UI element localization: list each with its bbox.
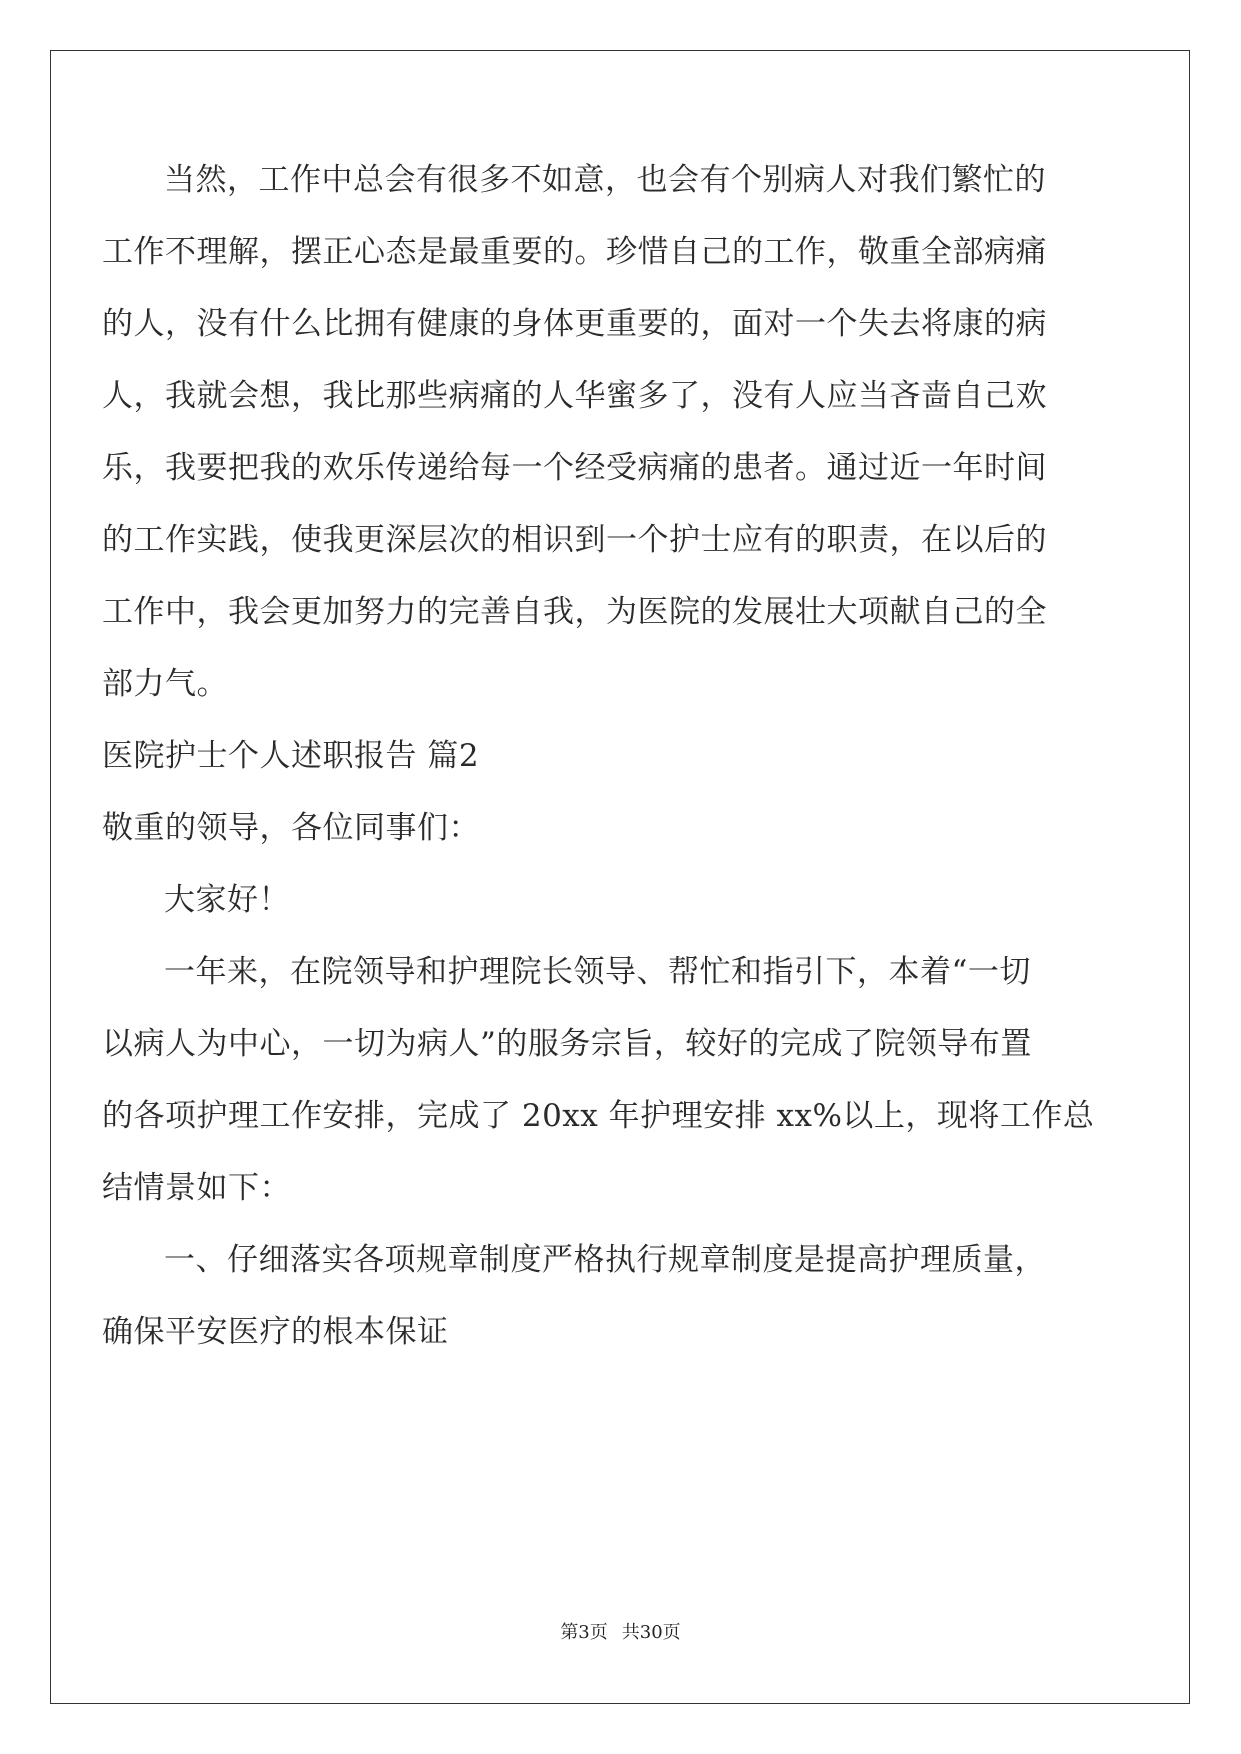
paragraph-line: 的各项护理工作安排，完成了 20xx 年护理安排 xx%以上，现将工作总 xyxy=(102,1098,1095,1134)
page-border xyxy=(50,50,1190,1704)
paragraph-line: 乐，我要把我的欢乐传递给每一个经受病痛的患者。通过近一年时间 xyxy=(102,450,1047,486)
paragraph-line: 工作中，我会更加努力的完善自我，为医院的发展壮大项献自己的全 xyxy=(102,594,1047,630)
salutation: 敬重的领导，各位同事们： xyxy=(102,810,480,846)
paragraph-line: 结情景如下： xyxy=(102,1170,291,1206)
page-total: 共30页 xyxy=(621,1622,681,1643)
paragraph-line: 人，我就会想，我比那些病痛的人华蜜多了，没有人应当吝啬自己欢 xyxy=(102,378,1047,414)
greeting: 大家好！ xyxy=(164,882,290,918)
paragraph-line: 一年来，在院领导和护理院长领导、帮忙和指引下，本着“一切 xyxy=(164,954,1031,990)
page-number: 第3页 xyxy=(560,1622,608,1643)
page-footer xyxy=(0,1621,1241,1645)
paragraph-line: 的工作实践，使我更深层次的相识到一个护士应有的职责，在以后的 xyxy=(102,522,1047,558)
paragraph-line: 当然，工作中总会有很多不如意，也会有个别病人对我们繁忙的 xyxy=(164,162,1046,198)
paragraph-line: 的人，没有什么比拥有健康的身体更重要的，面对一个失去将康的病 xyxy=(102,306,1047,342)
paragraph-line: 工作不理解，摆正心态是最重要的。珍惜自己的工作，敬重全部病痛 xyxy=(102,234,1047,270)
paragraph-line: 部力气。 xyxy=(102,666,228,702)
paragraph-line: 以病人为中心，一切为病人”的服务宗旨，较好的完成了院领导布置 xyxy=(102,1026,1032,1062)
paragraph-line: 一、仔细落实各项规章制度严格执行规章制度是提高护理质量， xyxy=(164,1242,1046,1278)
paragraph-line: 确保平安医疗的根本保证 xyxy=(102,1314,449,1350)
section-heading: 医院护士个人述职报告 篇2 xyxy=(102,738,480,774)
